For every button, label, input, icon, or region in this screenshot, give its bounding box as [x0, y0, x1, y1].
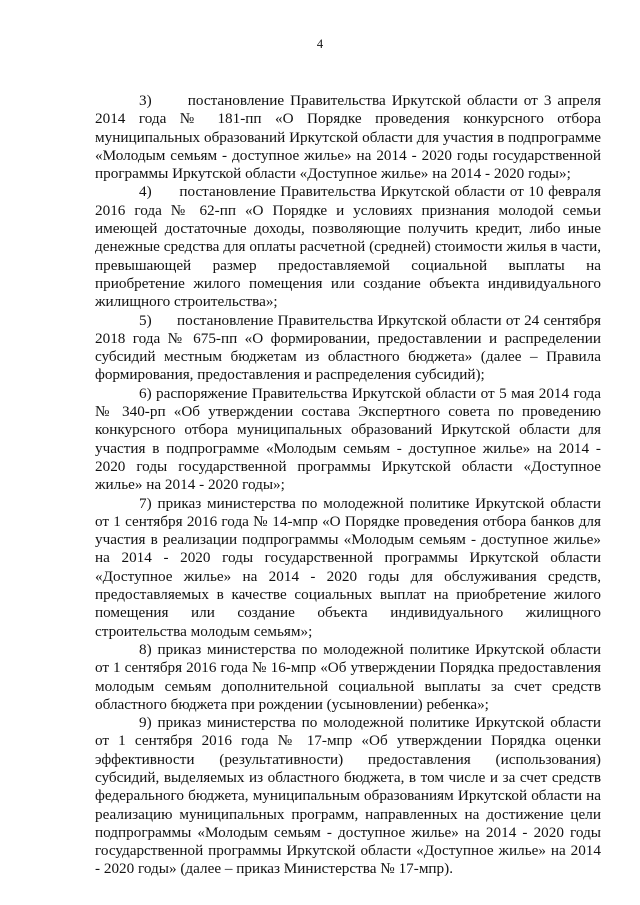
list-item-5: 5) постановление Правительства Иркутской области от 24 сентября 2018 года № 675-пп «О формировании, предоставлении и распределении субсидий местным бюджетам из областного бюджета» (далее – Правила формирования, предоставления и распределения субсидий); — [95, 311, 601, 384]
list-item-8: 8) приказ министерства по молодежной политике Иркутской области от 1 сентября 2016 года № 16-мпр «Об утверждении Порядка предоставления молодым семьям дополнительной социальной выплаты за счет средств областного бюджета при рождении (усыновлении) ребенка»; — [95, 640, 601, 713]
list-item-7: 7) приказ министерства по молодежной политике Иркутской области от 1 сентября 2016 года № 14-мпр «О Порядке проведения отбора банков для участия в реализации подпрограммы «Молодым семьям - доступное жилье» на 2014 - 2020 годы государственной программы Иркутской области «Доступное жилье» на 2014 - 2020 годы для обслуживания средств, предоставляемых в качестве социальных выплат на приобретение жилого помещения или создание объекта индивидуального жилищного строительства молодым семьям»; — [95, 494, 601, 640]
page-number: 4 — [316, 37, 324, 51]
list-item-3: 3) постановление Правительства Иркутской области от 3 апреля 2014 года № 181-пп «О Порядке проведения конкурсного отбора муниципальных образований Иркутской области для участия в подпрограмме «Молодым семьям - доступное жилье» на 2014 - 2020 годы государственной программы Иркутской области «Доступное жилье» на 2014 - 2020 годы»; — [95, 92, 601, 183]
list-item-9: 9) приказ министерства по молодежной политике Иркутской области от 1 сентября 2016 года № 17-мпр «Об утверждении Порядка оценки эффективности (результативности) предоставления (использования) субсидий, выделяемых из областного бюджета, в том числе и за счет средств федерального бюджета, муниципальным образованиям Иркутской области на реализацию муниципальных программ, направленных на достижение цели подпрограммы «Молодым семьям - доступное жилье» на 2014 - 2020 годы государственной программы Иркутской области «Доступное жилье» на 2014 - 2020 годы» (далее – приказ Министерства № 17-мпр). — [95, 714, 601, 878]
list-item-4: 4) постановление Правительства Иркутской области от 10 февраля 2016 года № 62-пп «О Порядке и условиях признания молодой семьи имеющей достаточные доходы, позволяющие получить кредит, либо иные денежные средства для оплаты расчетной (средней) стоимости жилья в части, превышающей размер предоставляемой социальной выплаты на приобретение жилого помещения или создание объекта индивидуального жилищного строительства»; — [95, 183, 601, 311]
document-body — [95, 92, 601, 879]
list-item-6: 6) распоряжение Правительства Иркутской области от 5 мая 2014 года № 340-рп «Об утверждении состава Экспертного совета по проведению конкурсного отбора муниципальных образований Иркутской области для участия в подпрограмме «Молодым семьям - доступное жилье» на 2014 - 2020 годы государственной программы Иркутской области «Доступное жилье» на 2014 - 2020 годы»; — [95, 384, 601, 494]
